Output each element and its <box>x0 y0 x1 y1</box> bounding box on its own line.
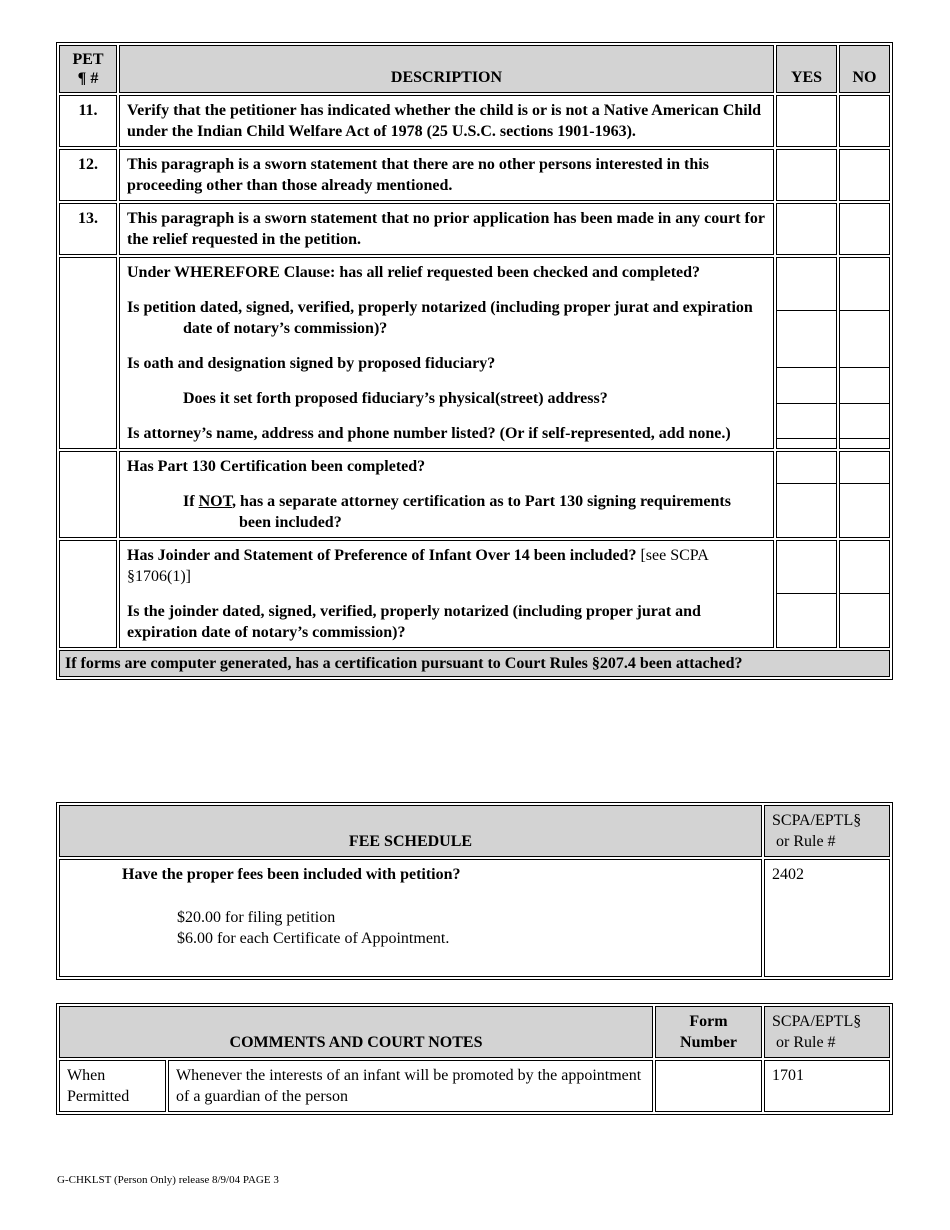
row-description: Verify that the petitioner has indicated whether the child is or is not a Native American Child under the Indian Child Welfare Act of 1978 (25 U.S.C. sections 1901-1963). <box>119 95 774 147</box>
when-line1: When <box>67 1067 106 1084</box>
no-checkbox-cell[interactable] <box>839 203 890 255</box>
fee-schedule-table <box>56 802 893 980</box>
fee-details <box>59 859 762 977</box>
part130-separate-question <box>127 491 766 533</box>
oath-question: Is oath and designation signed by proposed fiduciary? <box>127 355 496 372</box>
empty-number-cell <box>59 257 117 449</box>
comments-row <box>59 1060 890 1112</box>
ref-header-line1: SCPA/EPTL§ <box>772 812 862 829</box>
empty-number-cell <box>59 451 117 538</box>
when-permitted-cell <box>59 1060 166 1112</box>
joinder-reference: [see SCPA §1706(1)] <box>127 547 708 585</box>
comments-ref-value: 1701 <box>764 1060 890 1112</box>
comment-text: Whenever the interests of an infant will be promoted by the appointment of a guardian of the person <box>168 1060 653 1112</box>
comments-ref-header <box>764 1006 890 1058</box>
yes-checkbox-cell[interactable] <box>776 451 837 538</box>
checklist-row-12 <box>59 149 890 201</box>
no-checkbox-cell[interactable] <box>839 95 890 147</box>
para-label: ¶ # <box>77 70 99 87</box>
no-checkbox-cell[interactable] <box>839 540 890 648</box>
fee-certificate: $6.00 for each Certificate of Appointment. <box>177 930 450 947</box>
yes-checkbox-cell[interactable] <box>776 257 837 449</box>
computer-forms-question: If forms are computer generated, has a certification pursuant to Court Rules §207.4 been attached? <box>59 650 890 677</box>
joinder-group <box>119 540 774 648</box>
page-footer: G-CHKLST (Person Only) release 8/9/04 PAGE 3 <box>57 1174 279 1186</box>
fee-row <box>59 859 890 977</box>
form-header-line2: Number <box>680 1034 737 1051</box>
fee-filing: $20.00 for filing petition <box>177 909 336 926</box>
fee-schedule-header: FEE SCHEDULE <box>59 805 762 857</box>
pet-label: PET <box>72 51 104 68</box>
yes-checkbox-cell[interactable] <box>776 95 837 147</box>
when-line2: Permitted <box>67 1088 130 1105</box>
yes-checkbox-cell[interactable] <box>776 149 837 201</box>
not-word: NOT <box>198 493 233 510</box>
form-header-line1: Form <box>689 1013 728 1030</box>
joinder-question <box>127 545 766 587</box>
ref-header-line2: or Rule # <box>772 833 836 850</box>
checklist-row-11 <box>59 95 890 147</box>
comments-table <box>56 1003 893 1115</box>
if-prefix: If <box>183 493 199 510</box>
row-number: 12. <box>59 149 117 201</box>
fee-header-row <box>59 805 890 857</box>
wherefore-question: Under WHEREFORE Clause: has all relief requested been checked and completed? <box>127 264 701 281</box>
computer-forms-row <box>59 650 890 677</box>
row-number: 11. <box>59 95 117 147</box>
fee-ref-header <box>764 805 890 857</box>
comments-header-row <box>59 1006 890 1058</box>
wherefore-group <box>119 257 774 449</box>
part130-row <box>59 451 890 538</box>
row-number: 13. <box>59 203 117 255</box>
yes-checkbox-cell[interactable] <box>776 203 837 255</box>
part130-separate-text: , has a separate attorney certification as to Part 130 signing requirements been included? <box>232 493 731 531</box>
fee-question: Have the proper fees been included with petition? <box>122 866 461 883</box>
no-checkbox-cell[interactable] <box>839 257 890 449</box>
form-number-cell <box>655 1060 762 1112</box>
checklist-row-13 <box>59 203 890 255</box>
part130-group <box>119 451 774 538</box>
comments-header: COMMENTS AND COURT NOTES <box>59 1006 653 1058</box>
pet-header <box>59 45 117 93</box>
checklist-header-row <box>59 45 890 93</box>
fee-ref-value: 2402 <box>764 859 890 977</box>
ref-header-line2: or Rule # <box>772 1034 836 1051</box>
petition-dated-question: Is petition dated, signed, verified, properly notarized (including proper jurat and expiration date of notary’s commission)? <box>127 299 753 337</box>
no-checkbox-cell[interactable] <box>839 451 890 538</box>
ref-header-line1: SCPA/EPTL§ <box>772 1013 862 1030</box>
description-header: DESCRIPTION <box>119 45 774 93</box>
attorney-question: Is attorney’s name, address and phone number listed? (Or if self-represented, add none.) <box>127 425 731 442</box>
no-header: NO <box>839 45 890 93</box>
row-description: This paragraph is a sworn statement that no prior application has been made in any court for the relief requested in the petition. <box>119 203 774 255</box>
row-description: This paragraph is a sworn statement that there are no other persons interested in this proceeding other than those already mentioned. <box>119 149 774 201</box>
yes-checkbox-cell[interactable] <box>776 540 837 648</box>
no-checkbox-cell[interactable] <box>839 149 890 201</box>
wherefore-row <box>59 257 890 449</box>
joinder-dated-question: Is the joinder dated, signed, verified, properly notarized (including proper jurat and expiration date of notary’s commission)? <box>127 603 701 641</box>
joinder-row <box>59 540 890 648</box>
part130-question: Has Part 130 Certification been completed? <box>127 458 426 475</box>
joinder-bold-text: Has Joinder and Statement of Preference of Infant Over 14 been included? <box>127 547 637 564</box>
form-number-header <box>655 1006 762 1058</box>
physical-address-question: Does it set forth proposed fiduciary’s physical(street) address? <box>183 390 608 407</box>
empty-number-cell <box>59 540 117 648</box>
checklist-table <box>56 42 893 680</box>
yes-header: YES <box>776 45 837 93</box>
